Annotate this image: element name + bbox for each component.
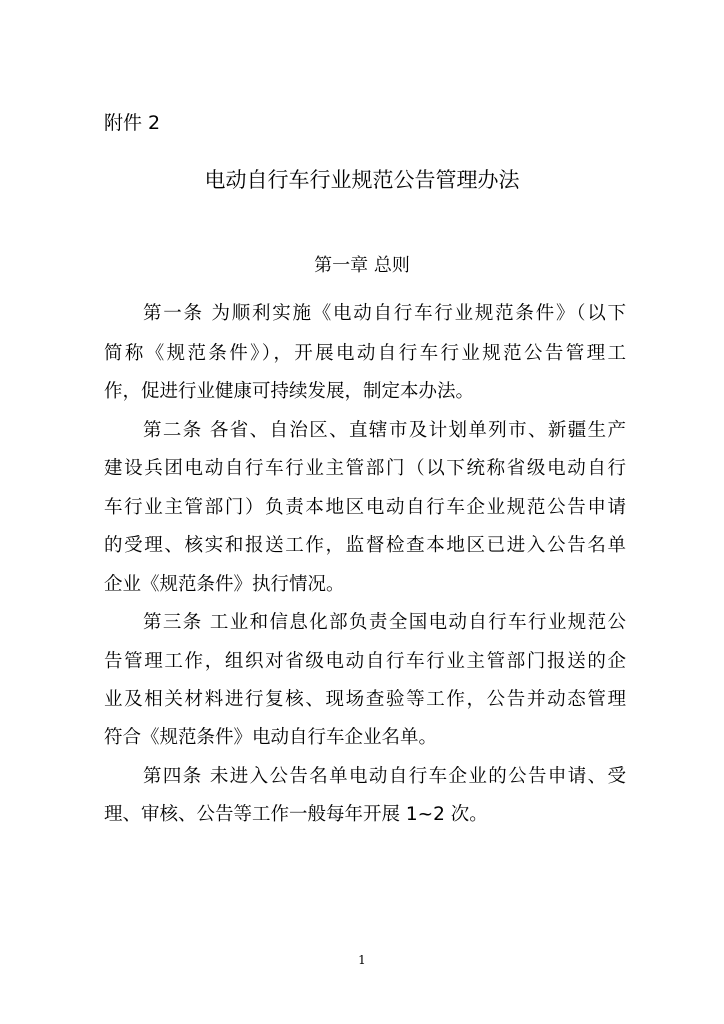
article-4-line-1: 第四条 未进入公告名单电动自行车企业的公告申请、受 [143,766,626,787]
article-2-line-2: 建设兵团电动自行车行业主管部门（以下统称省级电动自行 [104,458,626,479]
article-2-line-5: 企业《规范条件》执行情况。 [104,574,345,595]
article-2-line-3: 车行业主管部门）负责本地区电动自行车企业规范公告申请 [104,497,626,518]
document-title: 电动自行车行业规范公告管理办法 [204,168,520,192]
article-1-line-3: 作，促进行业健康可持续发展，制定本办法。 [104,381,475,402]
chapter-heading: 第一章 总则 [314,255,410,276]
article-3-line-2: 告管理工作，组织对省级电动自行车行业主管部门报送的企 [104,651,626,672]
article-3-line-3: 业及相关材料进行复核、现场查验等工作，公告并动态管理 [104,689,626,710]
article-1-line-1: 第一条 为顺利实施《电动自行车行业规范条件》（以下 [143,303,626,324]
article-2-line-1: 第二条 各省、自治区、直辖市及计划单列市、新疆生产 [143,420,626,441]
article-3-line-1: 第三条 工业和信息化部负责全国电动自行车行业规范公 [143,612,626,633]
article-1-line-2: 简称《规范条件》），开展电动自行车行业规范公告管理工 [104,343,626,364]
article-4-line-2: 理、审核、公告等工作一般每年开展 1~2 次。 [104,804,488,825]
page-number: 1 [358,953,366,967]
article-3-line-4: 符合《规范条件》电动自行车企业名单。 [104,727,438,748]
article-2-line-4: 的受理、核实和报送工作，监督检查本地区已进入公告名单 [104,535,626,556]
attachment-label: 附件 2 [104,112,161,134]
